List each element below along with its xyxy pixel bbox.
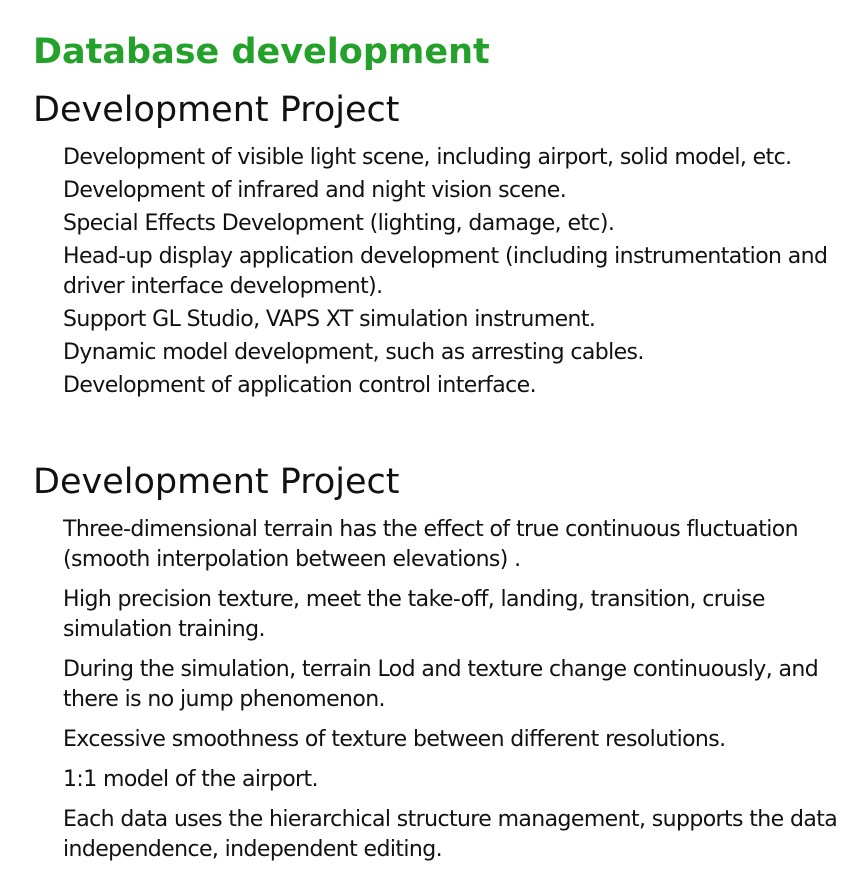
list-item: High precision texture, meet the take-off, landing, transition, cruise simulation training. <box>63 587 765 642</box>
section-1-heading: Development Project <box>33 90 400 130</box>
list-item: Special Effects Development (lighting, damage, etc). <box>63 211 615 236</box>
list-item: Dynamic model development, such as arresting cables. <box>63 340 644 365</box>
list-item: Development of infrared and night vision scene. <box>63 178 567 203</box>
list-item: Each data uses the hierarchical structure management, supports the data independence, independent editing. <box>63 807 838 862</box>
list-item: During the simulation, terrain Lod and texture change continuously, and there is no jump phenomenon. <box>63 657 819 712</box>
list-item: Development of application control interface. <box>63 373 537 398</box>
list-item: 1:1 model of the airport. <box>63 767 318 792</box>
page-title: Database development <box>33 32 490 72</box>
list-item: Support GL Studio, VAPS XT simulation instrument. <box>63 307 596 332</box>
list-item: Three-dimensional terrain has the effect of true continuous fluctuation (smooth interpolation between elevations) . <box>63 517 798 572</box>
list-item: Development of visible light scene, including airport, solid model, etc. <box>63 145 792 170</box>
section-1-list <box>63 143 843 404</box>
section-2-heading: Development Project <box>33 462 400 502</box>
list-item: Head-up display application development (including instrumentation and driver interface development). <box>63 244 828 299</box>
section-2-list <box>63 515 843 875</box>
list-item: Excessive smoothness of texture between different resolutions. <box>63 727 726 752</box>
